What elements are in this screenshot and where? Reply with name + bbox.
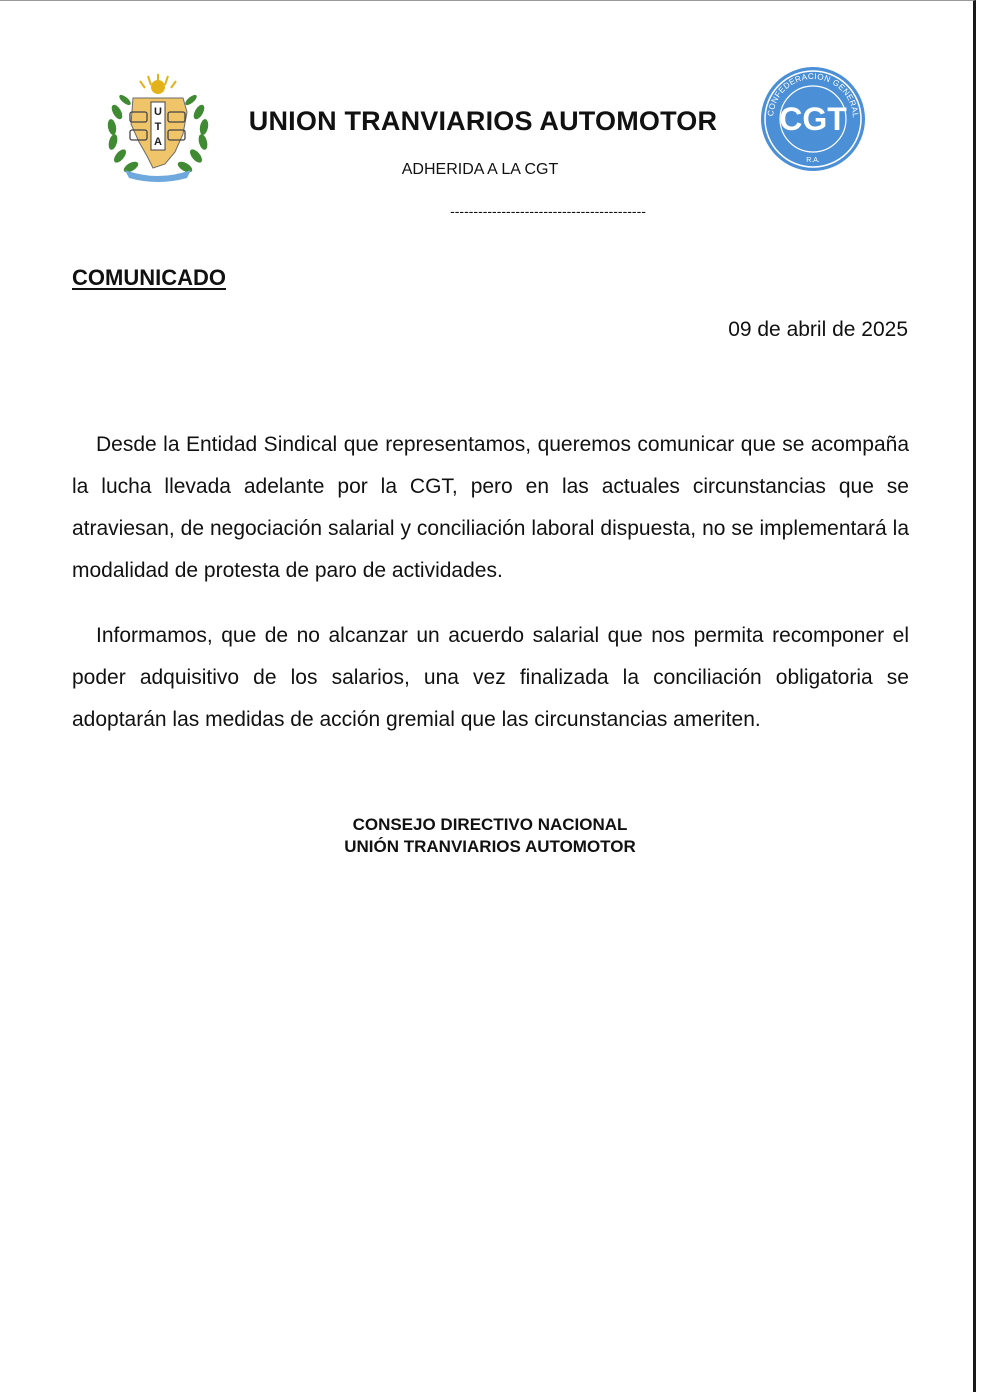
organization-title: UNION TRANVIARIOS AUTOMOTOR — [248, 106, 718, 136]
header-separator: ------------------------------------------ — [450, 203, 646, 219]
paragraph-2: Informamos, que de no alcanzar un acuerdo salarial que nos permita recomponer el poder adquisitivo de los salarios, una vez finalizada la conciliación obligatoria se adoptarán las medidas de acción gremial que las circunstancias ameriten. — [72, 624, 909, 731]
paragraph-1: Desde la Entidad Sindical que representamos, queremos comunicar que se acompaña la lucha llevada adelante por la CGT, pero en las actuales circunstancias que se atraviesan, de negociación salarial y conciliación laboral dispuesta, no se implementará la modalidad de protesta de paro de actividades. — [72, 433, 909, 582]
cgt-seal-icon — [758, 64, 868, 174]
document-heading: COMUNICADO — [72, 265, 226, 290]
signature-block — [290, 814, 690, 858]
signature-line-2: UNIÓN TRANVIARIOS AUTOMOTOR — [344, 837, 636, 856]
svg-text:U: U — [154, 106, 162, 118]
svg-text:CONFEDERACION GENERAL DEL TRAB: CONFEDERACION GENERAL — [766, 71, 861, 118]
document-date: 09 de abril de 2025 — [728, 318, 908, 341]
signature-line-1: CONSEJO DIRECTIVO NACIONAL — [352, 815, 628, 834]
svg-text:T: T — [154, 121, 162, 133]
svg-text:R.A.: R.A. — [806, 157, 820, 164]
uta-emblem-icon — [103, 72, 213, 182]
organization-subtitle: ADHERIDA A LA CGT — [401, 161, 559, 178]
svg-text:CGT: CGT — [779, 101, 847, 137]
svg-text:A: A — [154, 136, 162, 148]
